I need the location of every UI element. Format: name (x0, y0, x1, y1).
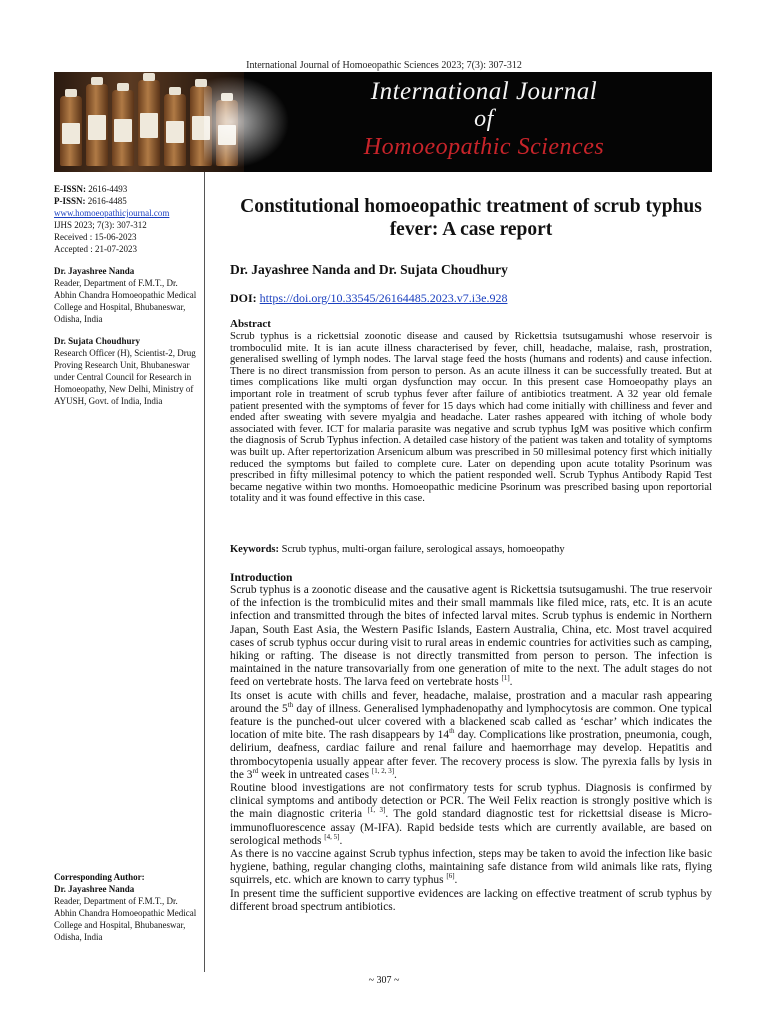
intro-paragraph-3: Routine blood investigations are not confirmatory tests for scrub typhus. Diagnosis is confirmed by clinical symptoms and antibody detection or PCR. The Weil Felix reaction is strongly positive which is the main diagnostic criteria [1, 3]. The gold standard diagnostic test for rickettsial disease is Micro-immunofluorescence assay (M-IFA). Rapid bedside tests which are currently available, are based on serological methods [4, 5]. (230, 782, 712, 847)
author2-affiliation: Research Officer (H), Scientist-2, Drug Proving Research Unit, Bhubaneswar under Central Council for Research in Homoeopathy, New Delhi, Ministry of AYUSH, Govt. of India, India (54, 348, 196, 406)
pissn-value: 2616-4485 (87, 196, 127, 206)
intro-paragraph-1: Scrub typhus is a zoonotic disease and the causative agent is Rickettsia tsutsugamushi. The true reservoir of the infection is the trombiculid mites and their small mammals like filed mice, rats, etc. It is an acute infection and transmitted through the bites of infected larval mites. Scrub typhus is endemic in Northern Japan, South East Asia, the Western Pasific Islands, Eastern Australia, China, etc. Most travel acquired cases of scrub typhus occur during visit to rural areas in endemic countries for activities such as camping, hiking or rafting. The disease is not directly transmitted from person to person. The infection is maintained in the nature transovarially from one generation of mite to the next. The adult stages do not feed on vertebrate hosts. The larva feed on vertebrate hosts [1]. (230, 584, 712, 689)
ijhs-citation: IJHS 2023; 7(3): 307-312 (54, 220, 147, 230)
corresponding-affiliation: Reader, Department of F.M.T., Dr. Abhin Chandra Homoeopathic Medical College and Hospital, Bhubaneswar, Odisha, India (54, 896, 197, 942)
keywords-line (230, 544, 565, 555)
citation-ref: [1, 2, 3] (371, 767, 395, 776)
accepted-date: Accepted : 21-07-2023 (54, 244, 137, 254)
keywords-text: Scrub typhus, multi-organ failure, serological assays, homoeopathy (281, 544, 565, 555)
eissn-value: 2616-4493 (88, 184, 128, 194)
corresponding-label: Corresponding Author: (54, 872, 145, 882)
doi-label: DOI: (230, 291, 257, 305)
sidebar-divider (204, 172, 205, 972)
introduction-heading: Introduction (230, 572, 293, 584)
doi-line (230, 291, 507, 306)
banner-title-line2: of (474, 106, 494, 132)
author2-name: Dr. Sujata Choudhury (54, 336, 140, 346)
corresponding-author (54, 871, 200, 943)
pissn-label: P-ISSN: (54, 196, 86, 206)
author1-name: Dr. Jayashree Nanda (54, 266, 135, 276)
banner-title-line3: Homoeopathic Sciences (363, 134, 605, 160)
journal-citation-header: International Journal of Homoeopathic Sciences 2023; 7(3): 307-312 (246, 60, 522, 71)
author1-affiliation: Reader, Department of F.M.T., Dr. Abhin Chandra Homoeopathic Medical College and Hospital, Bhubaneswar, Odisha, India (54, 278, 197, 324)
intro-paragraph-2: Its onset is acute with chills and fever, headache, malaise, prostration and a macular rash appearing around the 5th day of illness. Generalised lymphadenopathy and lymphocytosis are common. One typical feature is the punched-out ulcer covered with a blackened scab called as ‘eschar’ which indicates the location of mite bite. The rash disappears by 14th day. Complications like prostration, pneumonia, cough, delirium, deafness, cardiac failure and renal failure and haemorrhage may develop. Hepatitis and thrombocytopenia usually appear after fever. The recovery process is slow. The pyrexia falls by lysis in the 3rd week in untreated cases [1, 2, 3]. (230, 689, 713, 781)
doi-link[interactable]: https://doi.org/10.33545/26164485.2023.v7.i3e.928 (259, 291, 508, 305)
keywords-label: Keywords: (230, 544, 279, 555)
citation-ref: [1] (501, 674, 510, 683)
eissn-label: E-ISSN: (54, 184, 87, 194)
intro-paragraph-5: In present time the sufficient supportive evidences are lacking on effective treatment of scrub typhus by different broad spectrum antibiotics. (230, 887, 712, 913)
citation-ref: [6] (446, 872, 455, 881)
citation-ref: [1, 3] (367, 806, 386, 815)
article-title: Constitutional homoeopathic treatment of scrub typhus fever: A case report (240, 196, 702, 240)
introduction-body (230, 584, 712, 914)
received-date: Received : 15-06-2023 (54, 232, 137, 242)
article-authors: Dr. Jayashree Nanda and Dr. Sujata Choudhury (230, 262, 508, 277)
citation-ref: [4, 5] (324, 833, 340, 842)
banner-title-line1: International Journal (370, 78, 598, 105)
page-number: ~ 307 ~ (368, 975, 400, 986)
corresponding-name: Dr. Jayashree Nanda (54, 884, 135, 894)
website-link[interactable]: www.homoeopathicjournal.com (54, 208, 170, 218)
journal-banner (54, 72, 712, 172)
abstract-text: Scrub typhus is a rickettsial zoonotic disease and caused by Rickettsia tsutsugamushi whose reservoir is tromboculid mite. It is ian acute illness characterised by fever, chill, headache, malaise, rash, prostration, generalised swelling of lymph nodes. The larval stage feed the hosts (humans and rodents) and cause infection. There is no direct transmission from person to person. As an acute illness it can be successfully treated. But at times complications like multi organ dysfunction may occur. In this present case Homoeopathy plays an important role in treatment of scrub typhus fever after failure of antibiotics treatment. A 32 year old female patient presented with the symptoms of fever for 15 days which had come initially with chilliness and fever and ended after sweating with severe myalgia and headache. Later rashes appeared with itching of whole body associated with fever. ICT for malaria parasite was negative and scrub typhus IgM was positive which confirm the diagnosis of Scrub Typhus infection. A detailed case history of the patient was taken and totality of symptoms was built up. After repertorization Arsenicum album was prescribed in 50 millesimal potency first which initially reduced the symptoms but failed to complete cure. Later on depending upon acute totality Psorinum was prescribed in fifty millesimal potency to which the patient responded well. Scrub Typhus Antibody Rapid Test became negative within two months. Homoeopathic medicine Psorinum was prescribed basing upon reportorial totality and it was found effective in this case. (230, 331, 712, 505)
sidebar-info (54, 183, 200, 407)
abstract-heading: Abstract (230, 318, 271, 330)
intro-paragraph-4: As there is no vaccine against Scrub typhus infection, steps may be taken to avoid the infection like basic hygiene, bathing, regular changing cloths, maintaining safe distance from wild animals like rats, flying squirrels, etc. which are known to carry typhus [6]. (230, 848, 712, 887)
